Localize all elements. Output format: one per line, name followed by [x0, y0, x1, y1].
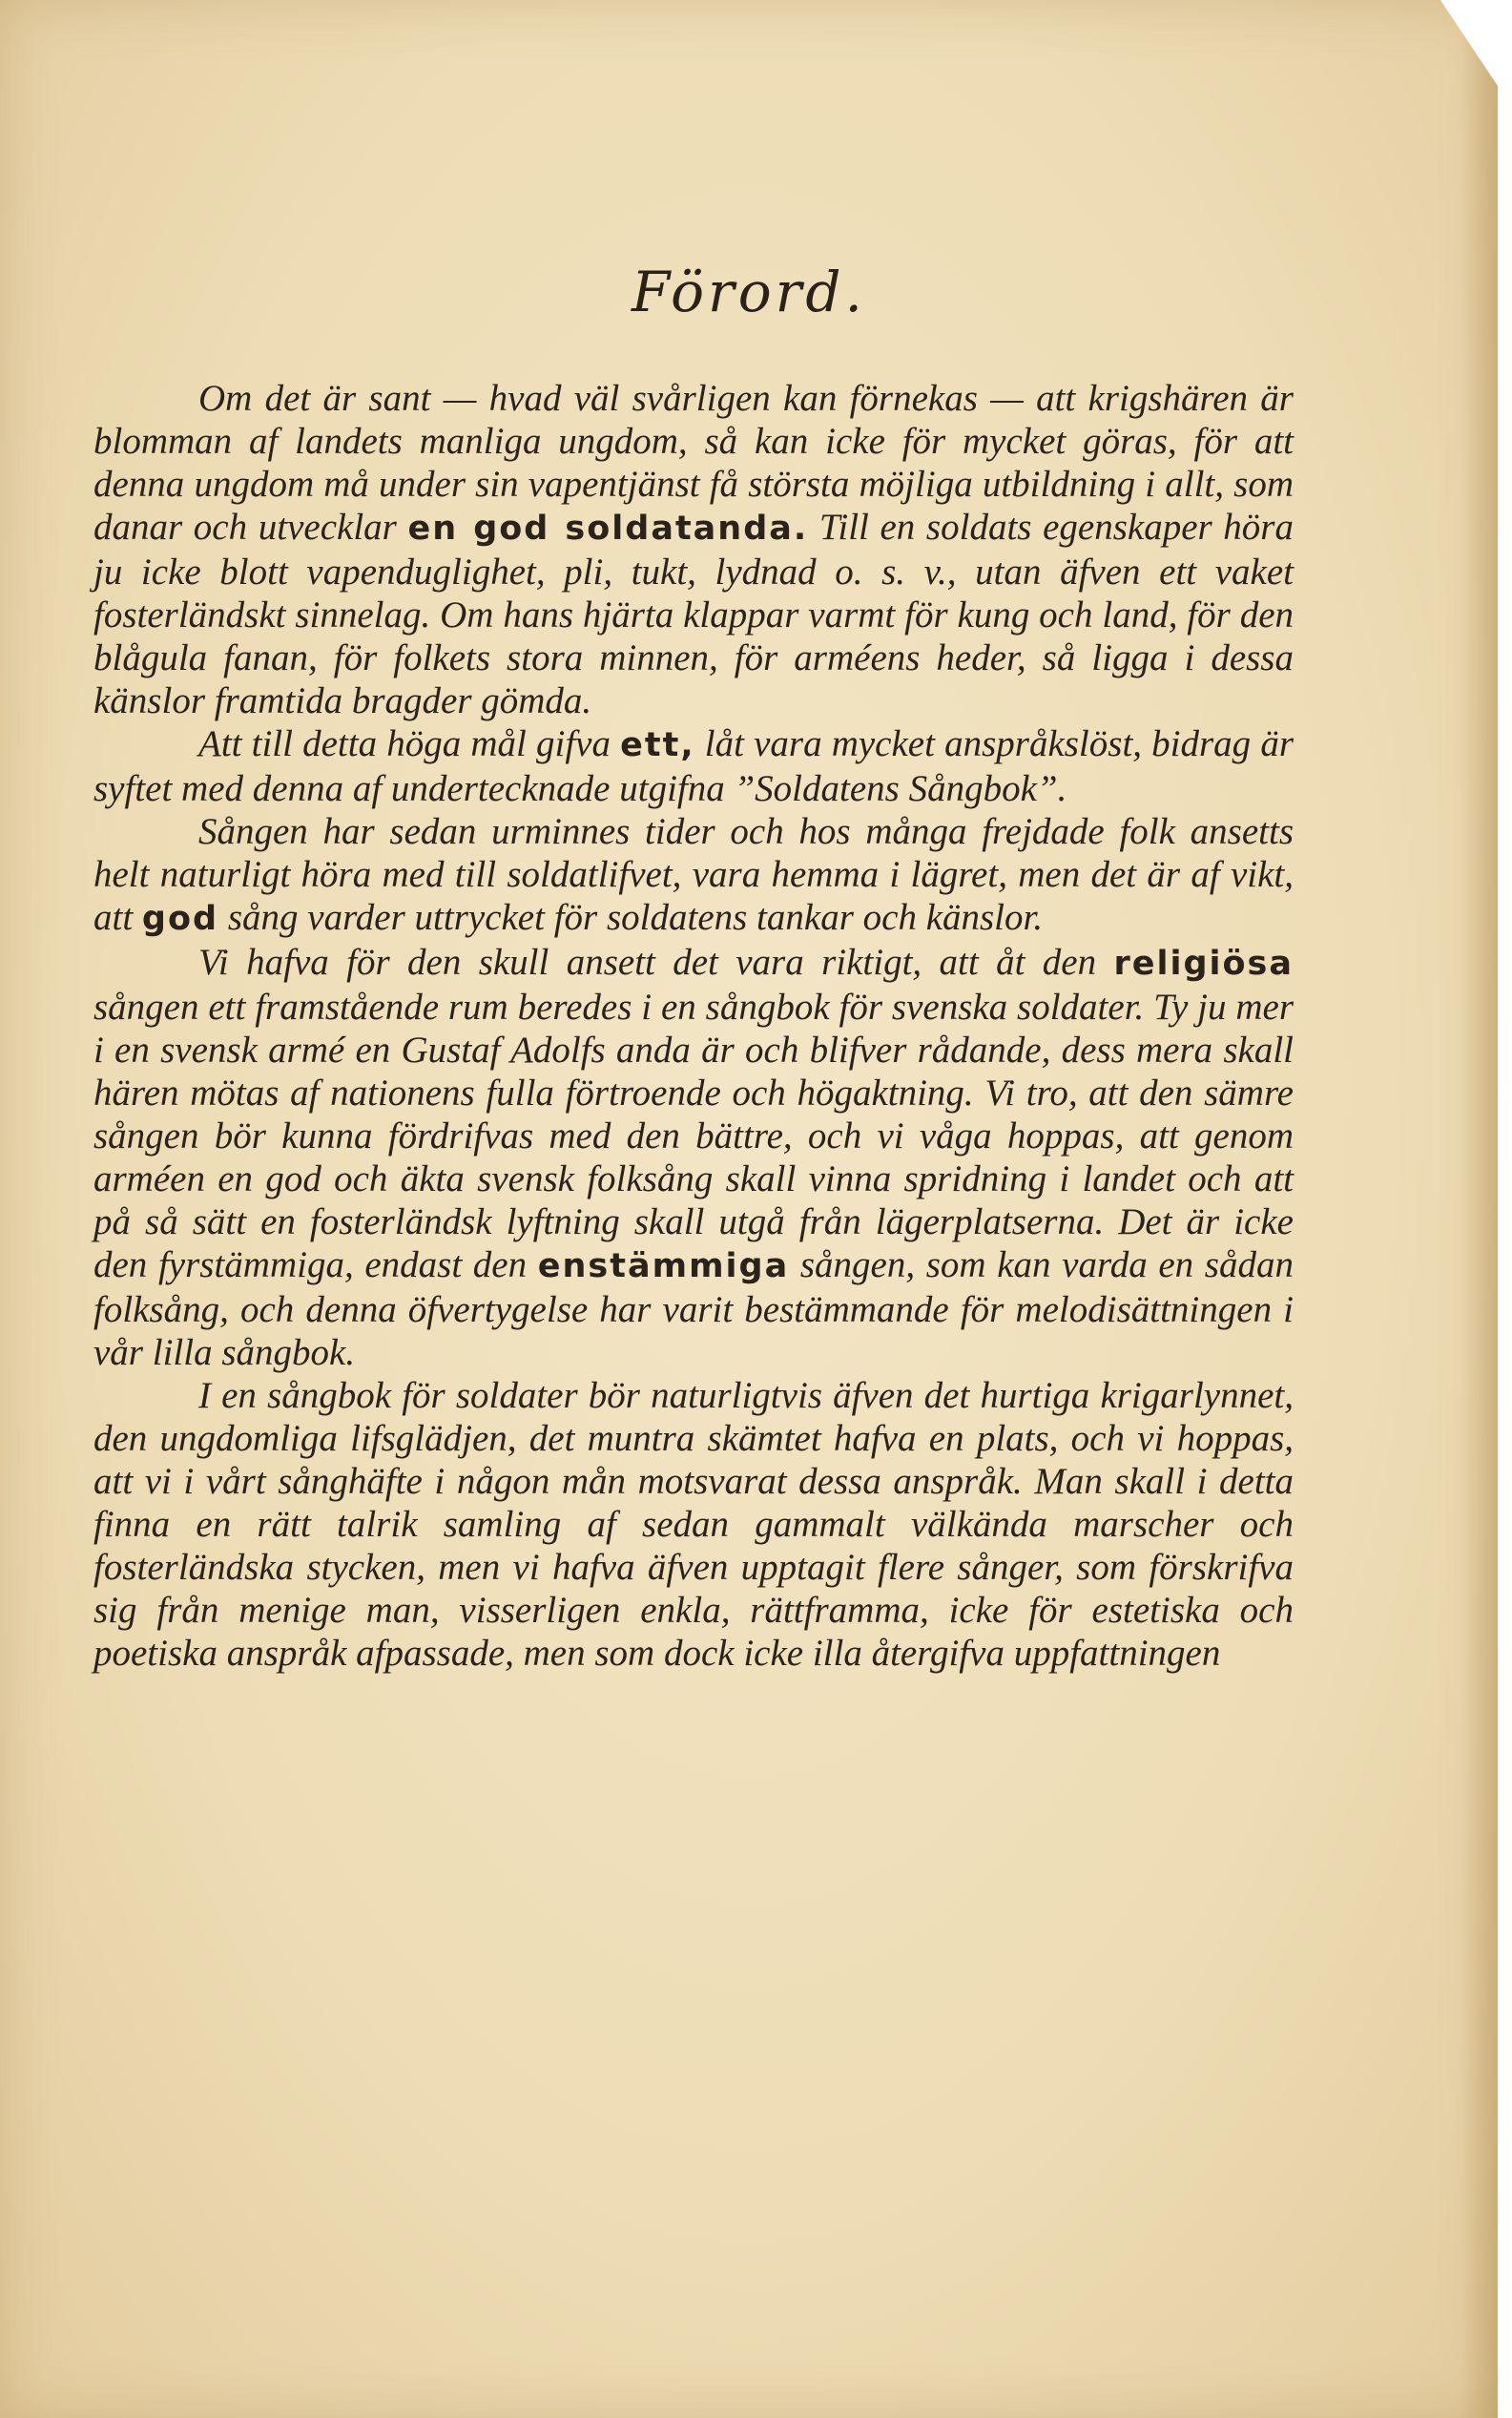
paragraph-text: Sången har sedan urminnes tider och hos många frejdade folk ansetts helt naturligt höra med till soldatlifvet, vara hemma i lägret, men det är af vikt, att	[93, 811, 1294, 938]
paragraph-text: Att till detta höga mål gifva	[198, 723, 621, 764]
paragraph-text: I en sångbok för soldater bör naturligtvis äfven det hurtiga krigarlynnet, den ungdomliga lifsglädjen, det muntra skämtet hafva en plats, och vi hoppas, att vi i vårt sånghäfte i någon mån motsvarat dessa anspråk. Man skall i detta finna en rätt talrik samling af sedan gammalt välkända marscher och fosterländska stycken, men vi hafva äfven upptagit flere sånger, som förskrifva sig från menige man, visserligen enkla, rättframma, icke för estetiska och poetiska anspråk afpassade, men som dock icke illa återgifva uppfattningen	[93, 1375, 1294, 1674]
emphasized-text: religiösa	[1113, 945, 1294, 983]
paragraph-text: sången ett framstående rum beredes i en sångbok för svenska soldater. Ty ju mer i en svensk armé en Gustaf Adolfs anda är och blifver rådande, dess mera skall hären mötas af nationens fulla förtroende och högaktning. Vi tro, att den sämre sången bör kunna fördrifvas med den bättre, och vi våga hoppas, att genom arméen en god och äkta svensk folksång skall vinna spridning i landet och att på så sätt en fosterländsk lyftning skall utgå från lägerplatserna. Det är icke den fyrstämmiga, endast den	[93, 987, 1294, 1285]
emphasized-text: en god soldatanda.	[407, 510, 809, 548]
body-text	[93, 377, 1294, 1675]
paragraph	[93, 810, 1294, 941]
page-corner	[1440, 0, 1498, 86]
emphasized-text: ett,	[620, 726, 695, 764]
paragraph-text: Om det är sant — hvad väl svårligen kan förnekas — att krigshären är blomman af landets manliga ungdom, så kan icke för mycket göras, för att denna ungdom må under sin vapentjänst få största möjliga utbildning i allt, som danar och utvecklar	[93, 378, 1294, 548]
paragraph-text: låt vara mycket anspråkslöst, bidrag är syftet med denna af undertecknade utgifna ”Soldatens Sångbok”.	[93, 723, 1294, 809]
emphasized-text: enstämmiga	[537, 1247, 790, 1285]
paragraph-text: sången, som kan varda en sådan folksång, och denna öfvertygelse har varit bestämmande för melodisättningen i vår lilla sångbok.	[93, 1244, 1294, 1373]
page-title: Förord.	[632, 260, 866, 324]
page-edge-shade	[1460, 0, 1498, 2418]
paragraph	[93, 941, 1294, 1374]
emphasized-text: god	[141, 900, 219, 938]
paragraph	[93, 722, 1294, 810]
paragraph	[93, 377, 1294, 722]
paragraph-text: Vi hafva för den skull ansett det vara riktigt, att åt den	[198, 942, 1114, 983]
paragraph	[93, 1374, 1294, 1675]
paragraph-text: sång varder uttrycket för soldatens tankar och känslor.	[218, 897, 1044, 938]
paragraph-text: Till en soldats egenskaper höra ju icke blott vapenduglighet, pli, tukt, lydnad o. s. v., utan äfven ett vaket fosterländskt sinnelag. Om hans hjärta klappar varmt för kung och land, för den blågula fanan, för folkets stora minnen, för arméens heder, så ligga i dessa känslor framtida bragder gömda.	[93, 507, 1294, 721]
